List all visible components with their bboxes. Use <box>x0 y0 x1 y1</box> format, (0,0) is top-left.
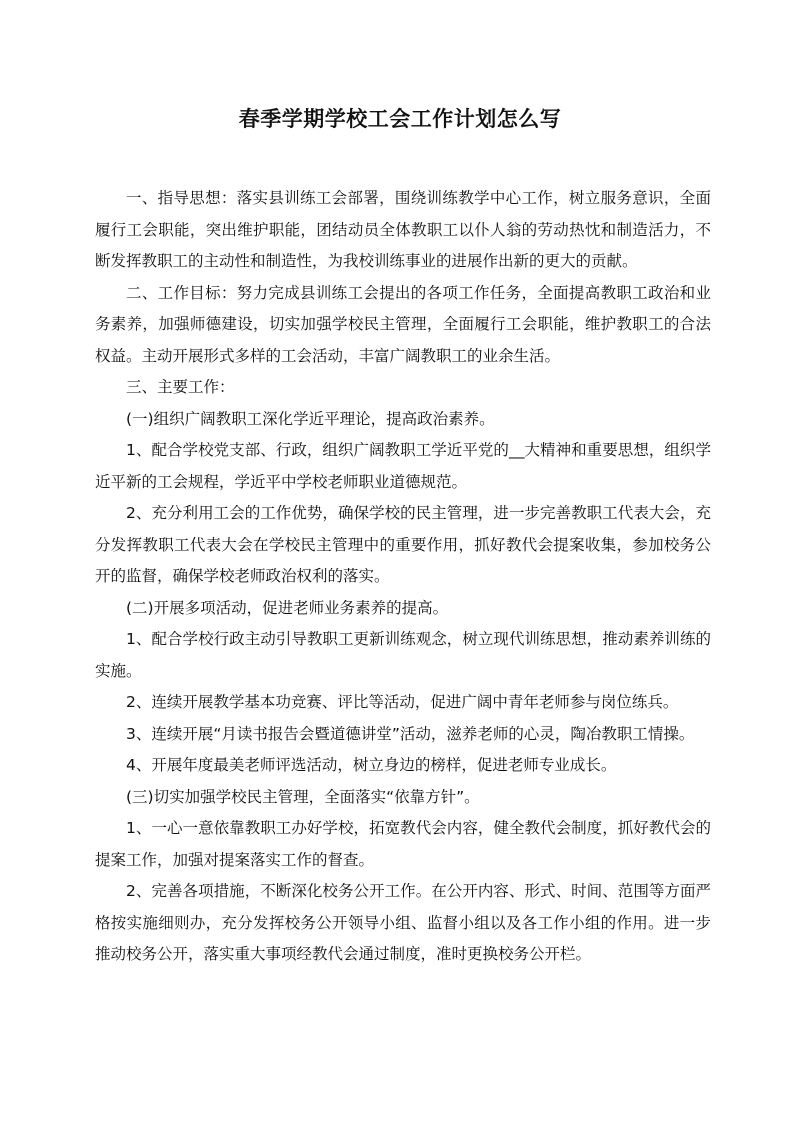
list-item: 3、连续开展“月读书报告会暨道德讲堂”活动，滋养老师的心灵，陶冶教职工情操。 <box>126 724 695 743</box>
list-item: 2、连续开展教学基本功竞赛、评比等活动，促进广阔中青年老师参与岗位练兵。 <box>126 693 679 711</box>
document-body <box>95 183 711 971</box>
section-heading-main-work: 三、主要工作： <box>126 378 235 396</box>
list-item: 1、配合学校行政主动引导教职工更新训练观念，树立现代训练思想，推动素养训练的实施。 <box>95 630 711 680</box>
subsection-heading-2: (二)开展多项活动，促进老师业务素养的提高。 <box>126 598 449 617</box>
subsection-heading-3: (三)切实加强学校民主管理，全面落实“依靠方针”。 <box>126 787 480 806</box>
list-item: 1、配合学校党支部、行政，组织广阔教职工学近平党的__大精神和重要思想，组织学近平新的工会规程，学近平中学校老师职业道德规范。 <box>95 441 711 491</box>
list-item: 2、充分利用工会的工作优势，确保学校的民主管理，进一步完善教职工代表大会，充分发挥教职工代表大会在学校民主管理中的重要作用，抓好教代会提案收集，参加校务公开的监督，确保学校老师政治权利的落实。 <box>95 504 711 585</box>
document-title: 春季学期学校工会工作计划怎么写 <box>238 107 562 131</box>
list-item: 1、一心一意依靠教职工办好学校，拓宽教代会内容，健全教代会制度，抓好教代会的提案工作，加强对提案落实工作的督查。 <box>95 819 711 869</box>
list-item: 4、开展年度最美老师评选活动，树立身边的榜样，促进老师专业成长。 <box>126 756 617 774</box>
subsection-heading-1: (一)组织广阔教职工深化学近平理论，提高政治素养。 <box>126 409 495 428</box>
paragraph-work-goals: 二、工作目标：努力完成县训练工会提出的各项工作任务，全面提高教职工政治和业务素养，加强师德建设，切实加强学校民主管理，全面履行工会职能，维护教职工的合法权益。主动开展形式多样的工会活动，丰富广阔教职工的业余生活。 <box>95 283 711 365</box>
paragraph-guiding-ideology: 一、指导思想：落实县训练工会部署，围绕训练教学中心工作，树立服务意识，全面履行工会职能，突出维护职能，团结动员全体教职工以仆人翁的劳动热忱和制造活力，不断发挥教职工的主动性和制造性，为我校训练事业的进展作出新的更大的贡献。 <box>95 189 711 270</box>
list-item: 2、完善各项措施，不断深化校务公开工作。在公开内容、形式、时间、范围等方面严格按实施细则办，充分发挥校务公开领导小组、监督小组以及各工作小组的作用。进一步推动校务公开，落实重大事项经教代会通过制度，准时更换校务公开栏。 <box>95 882 711 963</box>
